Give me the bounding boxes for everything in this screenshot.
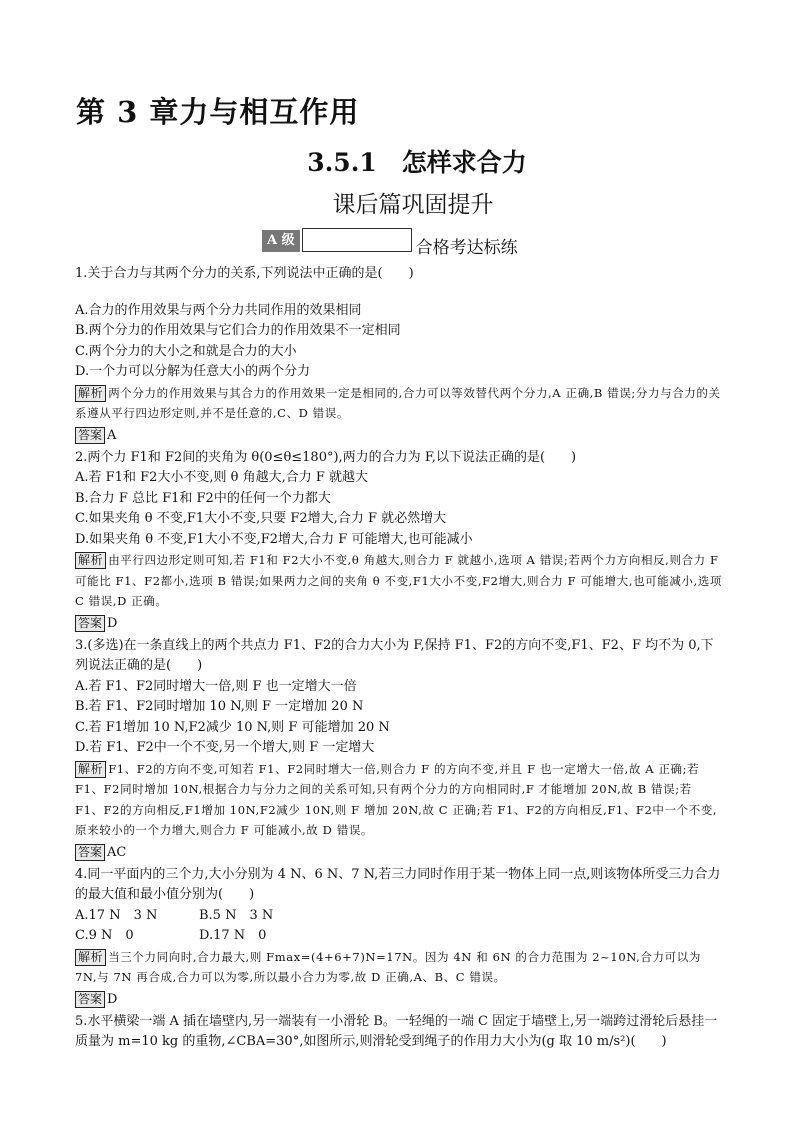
question-4-option-c: C.9 N 0 bbox=[75, 928, 134, 943]
question-3-stem: 3.(多选)在一条直线上的两个共点力 F1、F2的合力大小为 F,保持 F1、F2的方向不变,F1、F2、F 均不为 0,下列说法正确的是( ) bbox=[75, 637, 714, 673]
question-3-option-d: D.若 F1、F2中一个不变,另一个增大,则 F 一定增大 bbox=[75, 740, 375, 755]
question-2-explanation bbox=[75, 550, 723, 612]
question-1-answer bbox=[75, 425, 723, 446]
level-label: 合格考达标练 bbox=[415, 238, 518, 258]
question-2-stem: 2.两个力 F1和 F2间的夹角为 θ(0≤θ≤180°),两力的合力为 F,以下说法正确的是( ) bbox=[75, 449, 577, 465]
question-1-explanation bbox=[75, 383, 723, 424]
explanation-text: 由平行四边形定则可知,若 F1和 F2大小不变,θ 角越大,则合力 F 就越小,选项 A 错误;若两个力方向相反,则合力 F 可能比 F1、F2都小,选项 B 错误;如果两力之间的夹角 θ 不变,F1大小不变,F2增大,则合力 F 可能增大,也可能减小,选项 C 错误,D 正确。 bbox=[75, 553, 723, 608]
answer-badge: 答案 bbox=[75, 844, 105, 861]
question-1-option-c: C.两个分力的大小之和就是合力的大小 bbox=[75, 343, 297, 359]
answer-text: D bbox=[107, 991, 118, 1007]
question-3-option-c: C.若 F1增加 10 N,F2减少 10 N,则 F 可能增加 20 N bbox=[75, 719, 390, 735]
question-5-stem: 5.水平横梁一端 A 插在墙壁内,另一端装有一小滑轮 B。一轻绳的一端 C 固定于墙壁上,另一端跨过滑轮后悬挂一质量为 m=10 kg 的重物,∠CBA=30°,如图所示,则滑轮受到绳子的作用力大小为(g 取 10 m/s²)( ) bbox=[75, 1013, 718, 1049]
answer-badge: 答案 bbox=[75, 615, 105, 632]
section-title: 3.5.1 怎样求合力 bbox=[307, 148, 527, 177]
question-4-option-d: D.17 N 0 bbox=[199, 928, 267, 943]
explain-badge: 解析 bbox=[75, 761, 106, 778]
question-list bbox=[75, 264, 723, 1053]
level-header bbox=[262, 226, 518, 258]
question-1-option-d: D.一个力可以分解为任意大小的两个分力 bbox=[75, 364, 311, 379]
question-4-options-row-2 bbox=[75, 926, 723, 947]
answer-badge: 答案 bbox=[75, 427, 105, 444]
explanation-text: 当三个力同向时,合力最大,则 Fmax=(4+6+7)N=17N。因为 4N 和 6N 的合力范围为 2~10N,合力可以为 7N,与 7N 再合成,合力可以为零,所以最小合力为零,故 D 正确,A、B、C 错误。 bbox=[75, 949, 701, 984]
level-tag: A 级 bbox=[262, 230, 300, 252]
question-3-option-b: B.若 F1、F2同时增加 10 N,则 F 一定增加 20 N bbox=[75, 699, 364, 714]
question-2-option-a: A.若 F1和 F2大小不变,则 θ 角越大,合力 F 就越大 bbox=[75, 470, 369, 485]
question-2-option-c: C.如果夹角 θ 不变,F1大小不变,只要 F2增大,合力 F 就必然增大 bbox=[75, 511, 447, 526]
question-2-option-b: B.合力 F 总比 F1和 F2中的任何一个力都大 bbox=[75, 490, 331, 506]
explanation-text: F1、F2的方向不变,可知若 F1、F2同时增大一倍,则合力 F 的方向不变,并且 F 也一定增大一倍,故 A 正确;若 F1、F2同时增加 10N,根据合力与分力之间的关系可知,只有两个分力的方向相同时,F 才能增加 20N,故 B 错误;若 F1、F2的方向相反,F1增加 10N,F2减少 10N,则 F 增加 20N,故 C 正确;若 F1、F2的方向相反,F1、F2中一个不变,原来较小的一个力增大,则合力 F 可能减小,故 D 错误。 bbox=[75, 761, 718, 837]
chapter-title: 第 3 章力与相互作用 bbox=[76, 95, 360, 129]
explain-badge: 解析 bbox=[75, 552, 106, 569]
explain-badge: 解析 bbox=[75, 385, 106, 402]
answer-text: AC bbox=[107, 844, 127, 860]
question-4-stem: 4.同一平面内的三个力,大小分别为 4 N、6 N、7 N,若三力同时作用于某一物体上同一点,则该物体所受三力合力的最大值和最小值分别为( ) bbox=[75, 866, 721, 902]
question-3-option-a: A.若 F1、F2同时增大一倍,则 F 也一定增大一倍 bbox=[75, 678, 357, 694]
subtitle: 课后篇巩固提升 bbox=[332, 192, 494, 218]
answer-text: A bbox=[107, 427, 117, 443]
level-box bbox=[302, 228, 412, 252]
question-1-option-b: B.两个分力的作用效果与它们合力的作用效果不一定相同 bbox=[75, 323, 401, 338]
explanation-text: 两个分力的作用效果与其合力的作用效果一定是相同的,合力可以等效替代两个分力,A 正确,B 错误;分力与合力的关系遵从平行四边形定则,并不是任意的,C、D 错误。 bbox=[75, 385, 721, 420]
explain-badge: 解析 bbox=[75, 949, 106, 966]
question-4-answer bbox=[75, 989, 723, 1010]
answer-badge: 答案 bbox=[75, 991, 105, 1008]
answer-text: D bbox=[107, 615, 118, 631]
question-1-stem: 1.关于合力与其两个分力的关系,下列说法中正确的是( ) bbox=[75, 266, 414, 281]
question-2-option-d: D.如果夹角 θ 不变,F1大小不变,F2增大,合力 F 可能增大,也可能减小 bbox=[75, 531, 473, 547]
question-1-option-a: A.合力的作用效果与两个分力共同作用的效果相同 bbox=[75, 302, 362, 318]
question-4-explanation bbox=[75, 947, 723, 988]
spacer bbox=[75, 285, 723, 301]
question-4-options-row-1 bbox=[75, 906, 723, 927]
question-3-explanation bbox=[75, 759, 723, 841]
question-4-option-a: A.17 N 3 N bbox=[75, 907, 158, 923]
question-3-answer bbox=[75, 842, 723, 863]
question-2-answer bbox=[75, 613, 723, 634]
question-4-option-b: B.5 N 3 N bbox=[199, 907, 274, 923]
